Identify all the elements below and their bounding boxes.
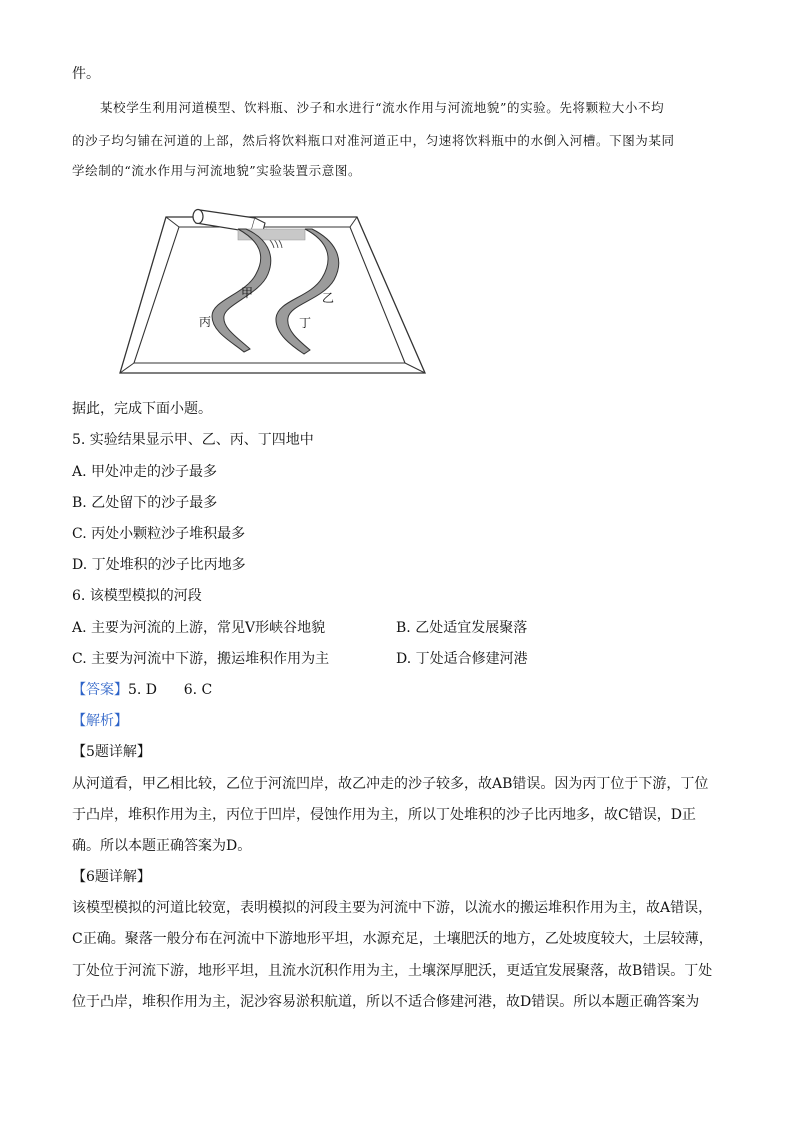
detail6-line-2: C正确。聚落一般分布在河流中下游地形平坦，水源充足，土壤肥沃的地方，乙处坡度较大，土层较薄， [72, 931, 713, 947]
q6-option-a: A. 主要为河流的上游，常见V形峡谷地貌 [72, 620, 326, 636]
q6-option-b: B. 乙处适宜发展聚落 [396, 620, 528, 636]
detail5-title: 【5题详解】 [72, 744, 151, 760]
detail5-line-2: 于凸岸，堆积作用为主，丙位于凹岸，侵蚀作用为主，所以丁处堆积的沙子比丙地多，故C错误，D正 [72, 807, 696, 823]
label-bing: 丙 [199, 315, 212, 329]
q5-option-b: B. 乙处留下的沙子最多 [72, 495, 218, 511]
detail6-line-1: 该模型模拟的河道比较宽，表明模拟的河段主要为河流中下游，以流水的搬运堆积作用为主，故A错误， [72, 900, 713, 916]
q5-stem: 5. 实验结果显示甲、乙、丙、丁四地中 [72, 432, 314, 448]
detail6-line-3: 丁处位于河流下游，地形平坦，且流水沉积作用为主，土壤深厚肥沃，更适宜发展聚落，故B错误。丁处 [72, 963, 713, 979]
q6-stem: 6. 该模型模拟的河段 [72, 588, 202, 604]
answer-line [72, 680, 212, 700]
answer-label: 【答案】 [72, 682, 128, 698]
intro-line-1: 某校学生利用河道模型、饮料瓶、沙子和水进行“流水作用与河流地貌”的实验。先将颗粒大小不均 [100, 100, 665, 115]
q5-option-a: A. 甲处冲走的沙子最多 [72, 464, 218, 480]
answer-text: 5. D 6. C [128, 682, 213, 698]
detail5-line-1: 从河道看，甲乙相比较，乙位于河流凹岸，故乙冲走的沙子较多，故AB错误。因为丙丁位于下游，丁位 [72, 776, 709, 792]
q5-option-d: D. 丁处堆积的沙子比丙地多 [72, 557, 246, 573]
q6-option-c: C. 主要为河流中下游，搬运堆积作用为主 [72, 651, 330, 667]
intro-line-3: 学绘制的“流水作用与河流地貌”实验装置示意图。 [72, 163, 362, 178]
experiment-diagram [100, 196, 440, 384]
label-ding: 丁 [299, 316, 312, 330]
label-yi: 乙 [322, 291, 335, 305]
q6-option-d: D. 丁处适合修建河港 [396, 651, 528, 667]
intro-line-2: 的沙子均匀铺在河道的上部，然后将饮料瓶口对准河道正中，匀速将饮料瓶中的水倒入河槽。下图为某同 [72, 133, 675, 148]
detail5-line-3: 确。所以本题正确答案为D。 [72, 838, 252, 854]
detail6-title: 【6题详解】 [72, 869, 151, 885]
lead-text: 据此，完成下面小题。 [72, 401, 212, 417]
top-fragment: 件。 [72, 66, 100, 82]
detail6-line-4: 位于凸岸，堆积作用为主，泥沙容易淤积航道，所以不适合修建河港，故D错误。所以本题正确答案为 [72, 994, 700, 1010]
analysis-label: 【解析】 [72, 713, 128, 729]
q5-option-c: C. 丙处小颗粒沙子堆积最多 [72, 526, 246, 542]
label-jia: 甲 [241, 286, 254, 300]
